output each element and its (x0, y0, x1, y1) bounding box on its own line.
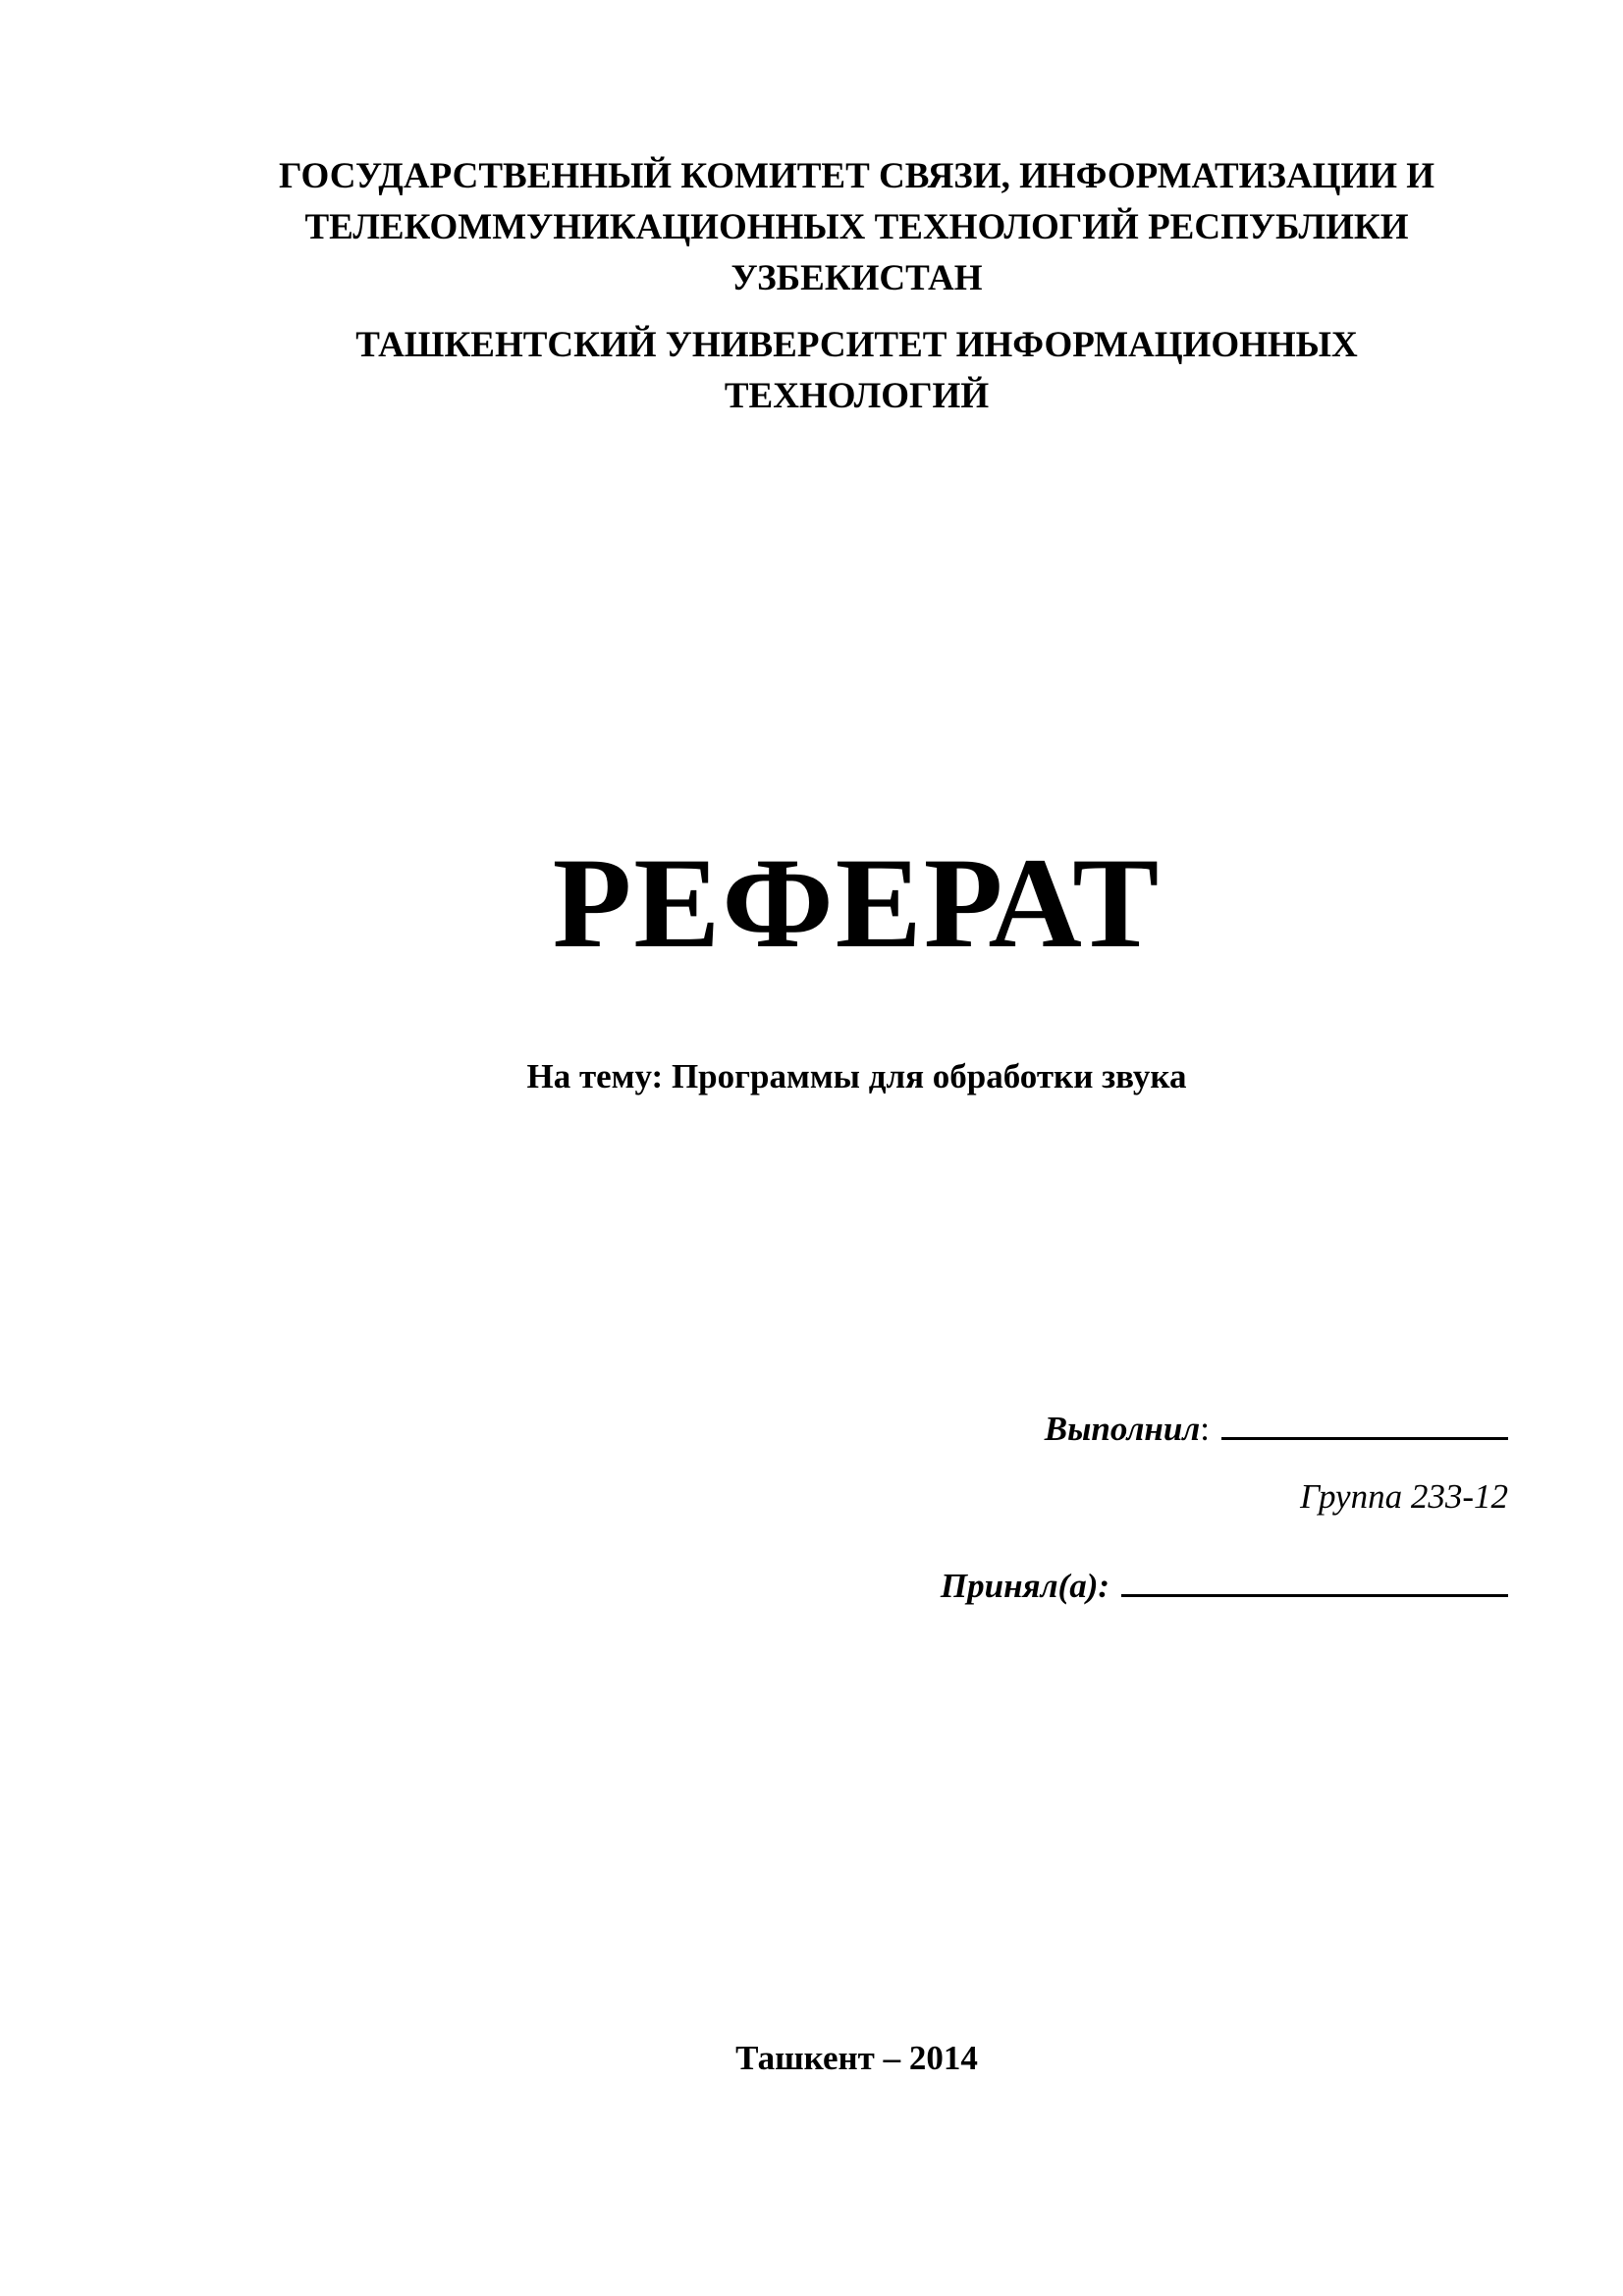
performed-by-signature-line (1221, 1404, 1508, 1440)
committee-heading (196, 151, 1517, 304)
accepted-by-label: Принял(а): (940, 1567, 1109, 1605)
committee-heading-line-3: УЗБЕКИСТАН (730, 258, 983, 298)
performed-by-label: Выполнил (1044, 1410, 1201, 1448)
accepted-by-signature-line (1121, 1561, 1508, 1597)
performed-by-row (1045, 1404, 1508, 1454)
accepted-by-row (941, 1561, 1508, 1611)
group-number: Группа 233-12 (1300, 1477, 1508, 1516)
committee-heading-line-2: ТЕЛЕКОММУНИКАЦИОННЫХ ТЕХНОЛОГИЙ РЕСПУБЛИКИ (304, 207, 1409, 247)
document-topic: На тему: Программы для обработки звука (526, 1057, 1187, 1095)
university-heading (196, 320, 1517, 422)
university-heading-line-2: ТЕХНОЛОГИЙ (724, 376, 990, 416)
performed-by-colon: : (1200, 1410, 1210, 1448)
document-title: РЕФЕРАТ (552, 830, 1162, 975)
committee-heading-line-1: ГОСУДАРСТВЕННЫЙ КОМИТЕТ СВЯЗИ, ИНФОРМАТИЗАЦИИ И (278, 156, 1435, 196)
city-and-year: Ташкент – 2014 (735, 2039, 978, 2077)
university-heading-line-1: ТАШКЕНТСКИЙ УНИВЕРСИТЕТ ИНФОРМАЦИОННЫХ (355, 325, 1358, 365)
